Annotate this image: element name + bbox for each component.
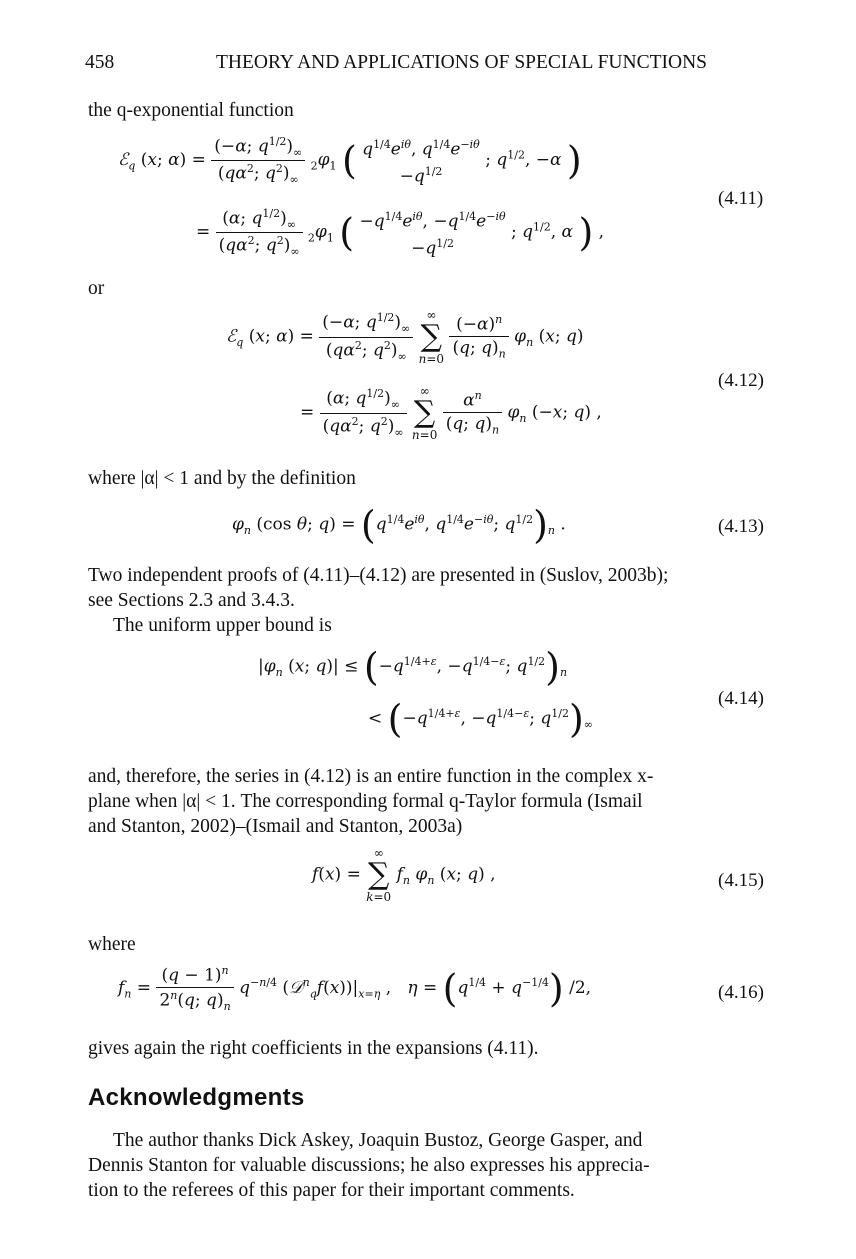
and-therefore-line-2: plane when |α| < 1. The corresponding formal q-Taylor formula (Ismail <box>88 791 643 812</box>
equation-4-12-line-2: = $\frac{(\alpha; q^{1/2})_\infty}{(q\alpha^2; q^2)_\infty}$ ∞ ∑ n=0 $\frac{\alpha^n}{(q; q)_n}$ $\varphi_n$ (−x; q) , <box>300 384 602 442</box>
equation-4-11-line-2: = $\frac{(\alpha; q^{1/2})_\infty}{(q\alpha^2; q^2)_\infty}$ $_2\varphi_1$ ( $-q^{1/4}e^{i\theta}$, $-q^{1/4}e^{-i\theta}$ $-q^{1/2}$ ; $q^{1/2}$, α ) , <box>196 207 605 259</box>
acknowledgments-line-1: The author thanks Dick Askey, Joaquin Bustoz, George Gasper, and <box>113 1130 643 1151</box>
equation-number-4-12: (4.12) <box>718 370 764 391</box>
equation-number-4-13: (4.13) <box>718 516 764 537</box>
or-text: or <box>88 278 105 299</box>
equation-4-14-line-1: $|\varphi_n$ (x; $q)| \le (-q^{1/4+\varepsilon}$, $-q^{1/4-\varepsilon}$; $q^{1/2})_n$ <box>258 645 568 689</box>
page-number: 458 <box>85 52 115 73</box>
uniform-bound-text: The uniform upper bound is <box>113 615 332 636</box>
equation-number-4-11: (4.11) <box>718 188 764 209</box>
running-title: THEORY AND APPLICATIONS OF SPECIAL FUNCTIONS <box>216 52 707 73</box>
two-proofs-text: Two independent proofs of (4.11)–(4.12) are presented in (Suslov, 2003b); <box>88 565 669 586</box>
intro-text: the q-exponential function <box>88 100 294 121</box>
equation-number-4-16: (4.16) <box>718 982 764 1003</box>
and-therefore-line-1: and, therefore, the series in (4.12) is an entire function in the complex x- <box>88 766 654 787</box>
gives-again-text: gives again the right coefficients in the expansions (4.11). <box>88 1038 539 1059</box>
equation-4-16: $f_n$ = $\frac{(q - 1)^n}{2^n(q; q)_n}$ $q^{-n/4}$ $(𝒟^n_qf(x))|_{x=\eta}$ , $\eta = (q^{1/4} + q^{-1/4})$ /2, <box>118 964 592 1013</box>
acknowledgments-line-2: Dennis Stanton for valuable discussions; he also expresses his apprecia- <box>88 1155 650 1176</box>
equation-number-4-14: (4.14) <box>718 688 764 709</box>
and-therefore-line-3: and Stanton, 2002)–(Ismail and Stanton, 2003a) <box>88 816 463 837</box>
equation-4-14-line-2: < ($-q^{1/4+\varepsilon}$, $-q^{1/4-\varepsilon}$; $q^{1/2})_\infty$ <box>368 697 593 741</box>
where-text: where <box>88 934 136 955</box>
acknowledgments-line-3: tion to the referees of this paper for their important comments. <box>88 1180 575 1201</box>
acknowledgments-heading: Acknowledgments <box>88 1084 305 1111</box>
see-sections-text: see Sections 2.3 and 3.4.3. <box>88 590 295 611</box>
where-alpha-text: where |α| < 1 and by the definition <box>88 468 356 489</box>
equation-4-12-line-1: ℰ$_q$ (x; α) = $\frac{(-\alpha; q^{1/2})_\infty}{(q\alpha^2; q^2)_\infty}$ ∞ ∑ n=0 $\frac{(-\alpha)^n}{(q; q)_n}$ $\varphi_n$ (x; q) <box>226 308 584 366</box>
equation-number-4-15: (4.15) <box>718 870 764 891</box>
equation-4-11-line-1: ℰ$_q$ (x; α) = $\frac{(-\alpha; q^{1/2})_\infty}{(q\alpha^2; q^2)_\infty}$ $_2\varphi_1$ ( $q^{1/4}e^{i\theta}$, $q^{1/4}e^{-i\theta}$ $-q^{1/2}$ ; $q^{1/2}$, −α ) <box>118 135 582 187</box>
equation-4-15: f(x) = ∞ ∑ k=0 $f_n$ $\varphi_n$ (x; q) , <box>312 846 496 904</box>
equation-4-13: $\varphi_n$ (cos θ; $q) = (q^{1/4}e^{i\theta}$, $q^{1/4}e^{-i\theta}$; $q^{1/2})_n$ . <box>232 503 566 547</box>
